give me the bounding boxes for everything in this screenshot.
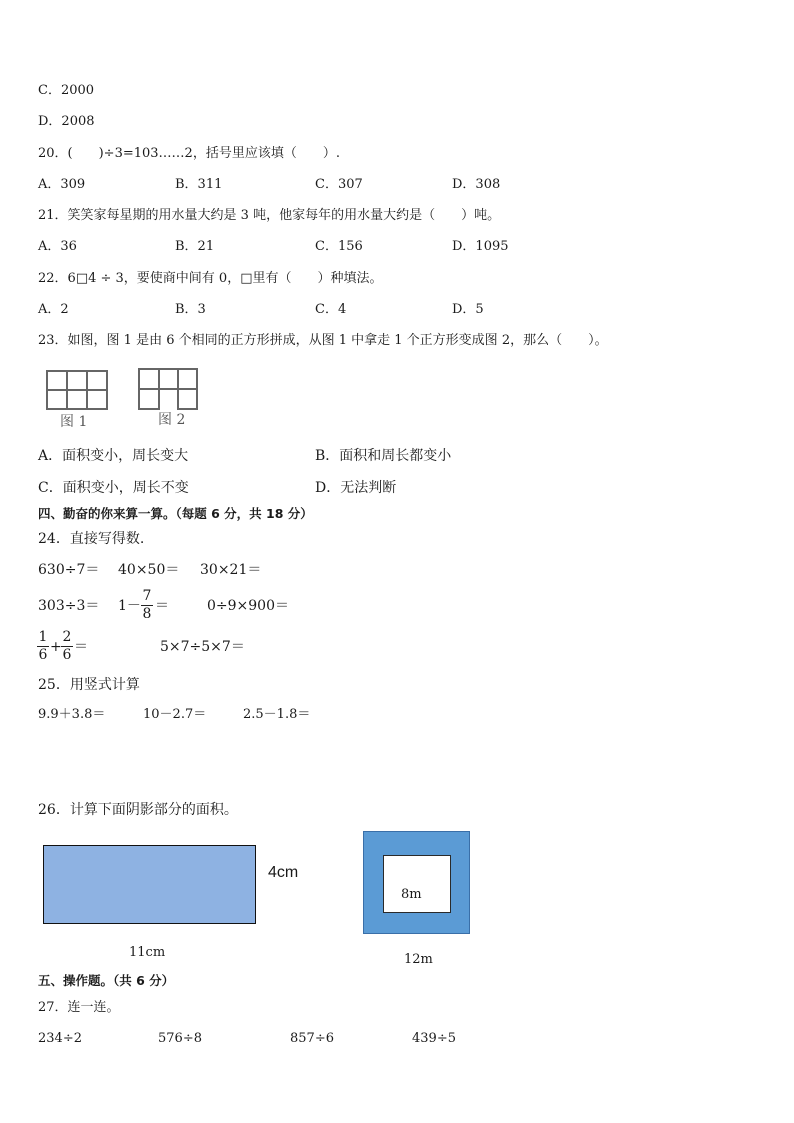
- q25-item-3: 2.5－1.8＝: [243, 707, 311, 722]
- q26-stem: 26．计算下面阴影部分的面积。: [38, 802, 238, 818]
- q23-option-b: B．面积和周长都变小: [315, 448, 452, 464]
- figure-1-grid: [46, 370, 108, 410]
- q24-item-4: 303÷3＝: [38, 598, 100, 614]
- shaded-rectangle: [43, 845, 256, 924]
- q24-item-3: 30×21＝: [200, 562, 262, 578]
- q21-stem: 21．笑笑家每星期的用水量大约是 3 吨，他家每年的用水量大约是（ ）吨。: [38, 208, 501, 223]
- q24-item-7-equals: ＝: [74, 639, 88, 655]
- q21-option-d: D．1095: [452, 239, 509, 254]
- q25-item-2: 10－2.7＝: [143, 707, 207, 722]
- q20-option-a: A．309: [38, 177, 86, 192]
- q22-option-b: B．3: [175, 302, 206, 317]
- fraction-numerator: 2: [62, 629, 72, 645]
- outer-square-label: 12m: [404, 952, 433, 967]
- q24-item-7-fraction-1: [37, 630, 49, 663]
- rectangle-height-label: 4cm: [268, 864, 299, 881]
- q24-item-6: 0÷9×900＝: [207, 598, 289, 614]
- q25-item-1: 9.9＋3.8＝: [38, 707, 106, 722]
- q24-item-2: 40×50＝: [118, 562, 180, 578]
- q27-item-3: 857÷6: [290, 1031, 334, 1046]
- q22-option-d: D．5: [452, 302, 484, 317]
- q23-stem: 23．如图，图 1 是由 6 个相同的正方形拼成，从图 1 中拿走 1 个正方形变成图 2，那么（ ）。: [38, 333, 608, 348]
- q25-stem: 25．用竖式计算: [38, 677, 140, 693]
- q22-option-c: C．4: [315, 302, 347, 317]
- option-d-q19: D．2008: [38, 114, 95, 129]
- q24-stem: 24．直接写得数.: [38, 531, 145, 547]
- q24-item-7-plus: +: [50, 639, 62, 655]
- q27-item-1: 234÷2: [38, 1031, 82, 1046]
- q20-option-c: C．307: [315, 177, 363, 192]
- fraction-numerator: 1: [38, 629, 48, 645]
- section-5-title: 五、操作题。（共 6 分）: [38, 973, 175, 988]
- option-c-q19: C．2000: [38, 83, 95, 98]
- q24-item-7-fraction-2: [61, 630, 73, 663]
- q21-option-b: B．21: [175, 239, 215, 254]
- unshaded-square-inner: [383, 855, 451, 913]
- q21-option-a: A．36: [38, 239, 77, 254]
- q23-option-d: D．无法判断: [315, 480, 397, 496]
- q27-item-4: 439÷5: [412, 1031, 456, 1046]
- q24-item-5-prefix: 1－: [118, 598, 141, 614]
- q23-option-a: A．面积变小，周长变大: [38, 448, 189, 464]
- q22-stem: 22．6□4 ÷ 3，要使商中间有 0，□里有（ ）种填法。: [38, 271, 383, 286]
- rectangle-width-label: 11cm: [129, 945, 166, 960]
- q22-option-a: A．2: [38, 302, 69, 317]
- q24-item-8: 5×7÷5×7＝: [160, 639, 245, 655]
- section-4-title: 四、勤奋的你来算一算。（每题 6 分，共 18 分）: [38, 506, 313, 521]
- q24-item-5-equals: ＝: [155, 598, 169, 614]
- q24-item-5-fraction: [141, 589, 153, 622]
- fraction-denominator: 6: [38, 647, 48, 663]
- inner-square-label: 8m: [401, 887, 422, 902]
- figure-2-label: 图 2: [158, 412, 186, 428]
- q20-stem: 20．( )÷3=103……2，括号里应该填（ ）.: [38, 146, 340, 161]
- fraction-denominator: 6: [62, 647, 72, 663]
- figure-2-grid: [138, 368, 198, 410]
- figure-1-label: 图 1: [60, 414, 88, 430]
- fraction-denominator: 8: [142, 606, 152, 622]
- q23-option-c: C．面积变小，周长不变: [38, 480, 189, 496]
- q27-stem: 27．连一连。: [38, 1000, 120, 1015]
- q20-option-b: B．311: [175, 177, 223, 192]
- fraction-numerator: 7: [142, 588, 152, 604]
- q21-option-c: C．156: [315, 239, 363, 254]
- q20-option-d: D．308: [452, 177, 501, 192]
- q27-item-2: 576÷8: [158, 1031, 202, 1046]
- q24-item-1: 630÷7＝: [38, 562, 100, 578]
